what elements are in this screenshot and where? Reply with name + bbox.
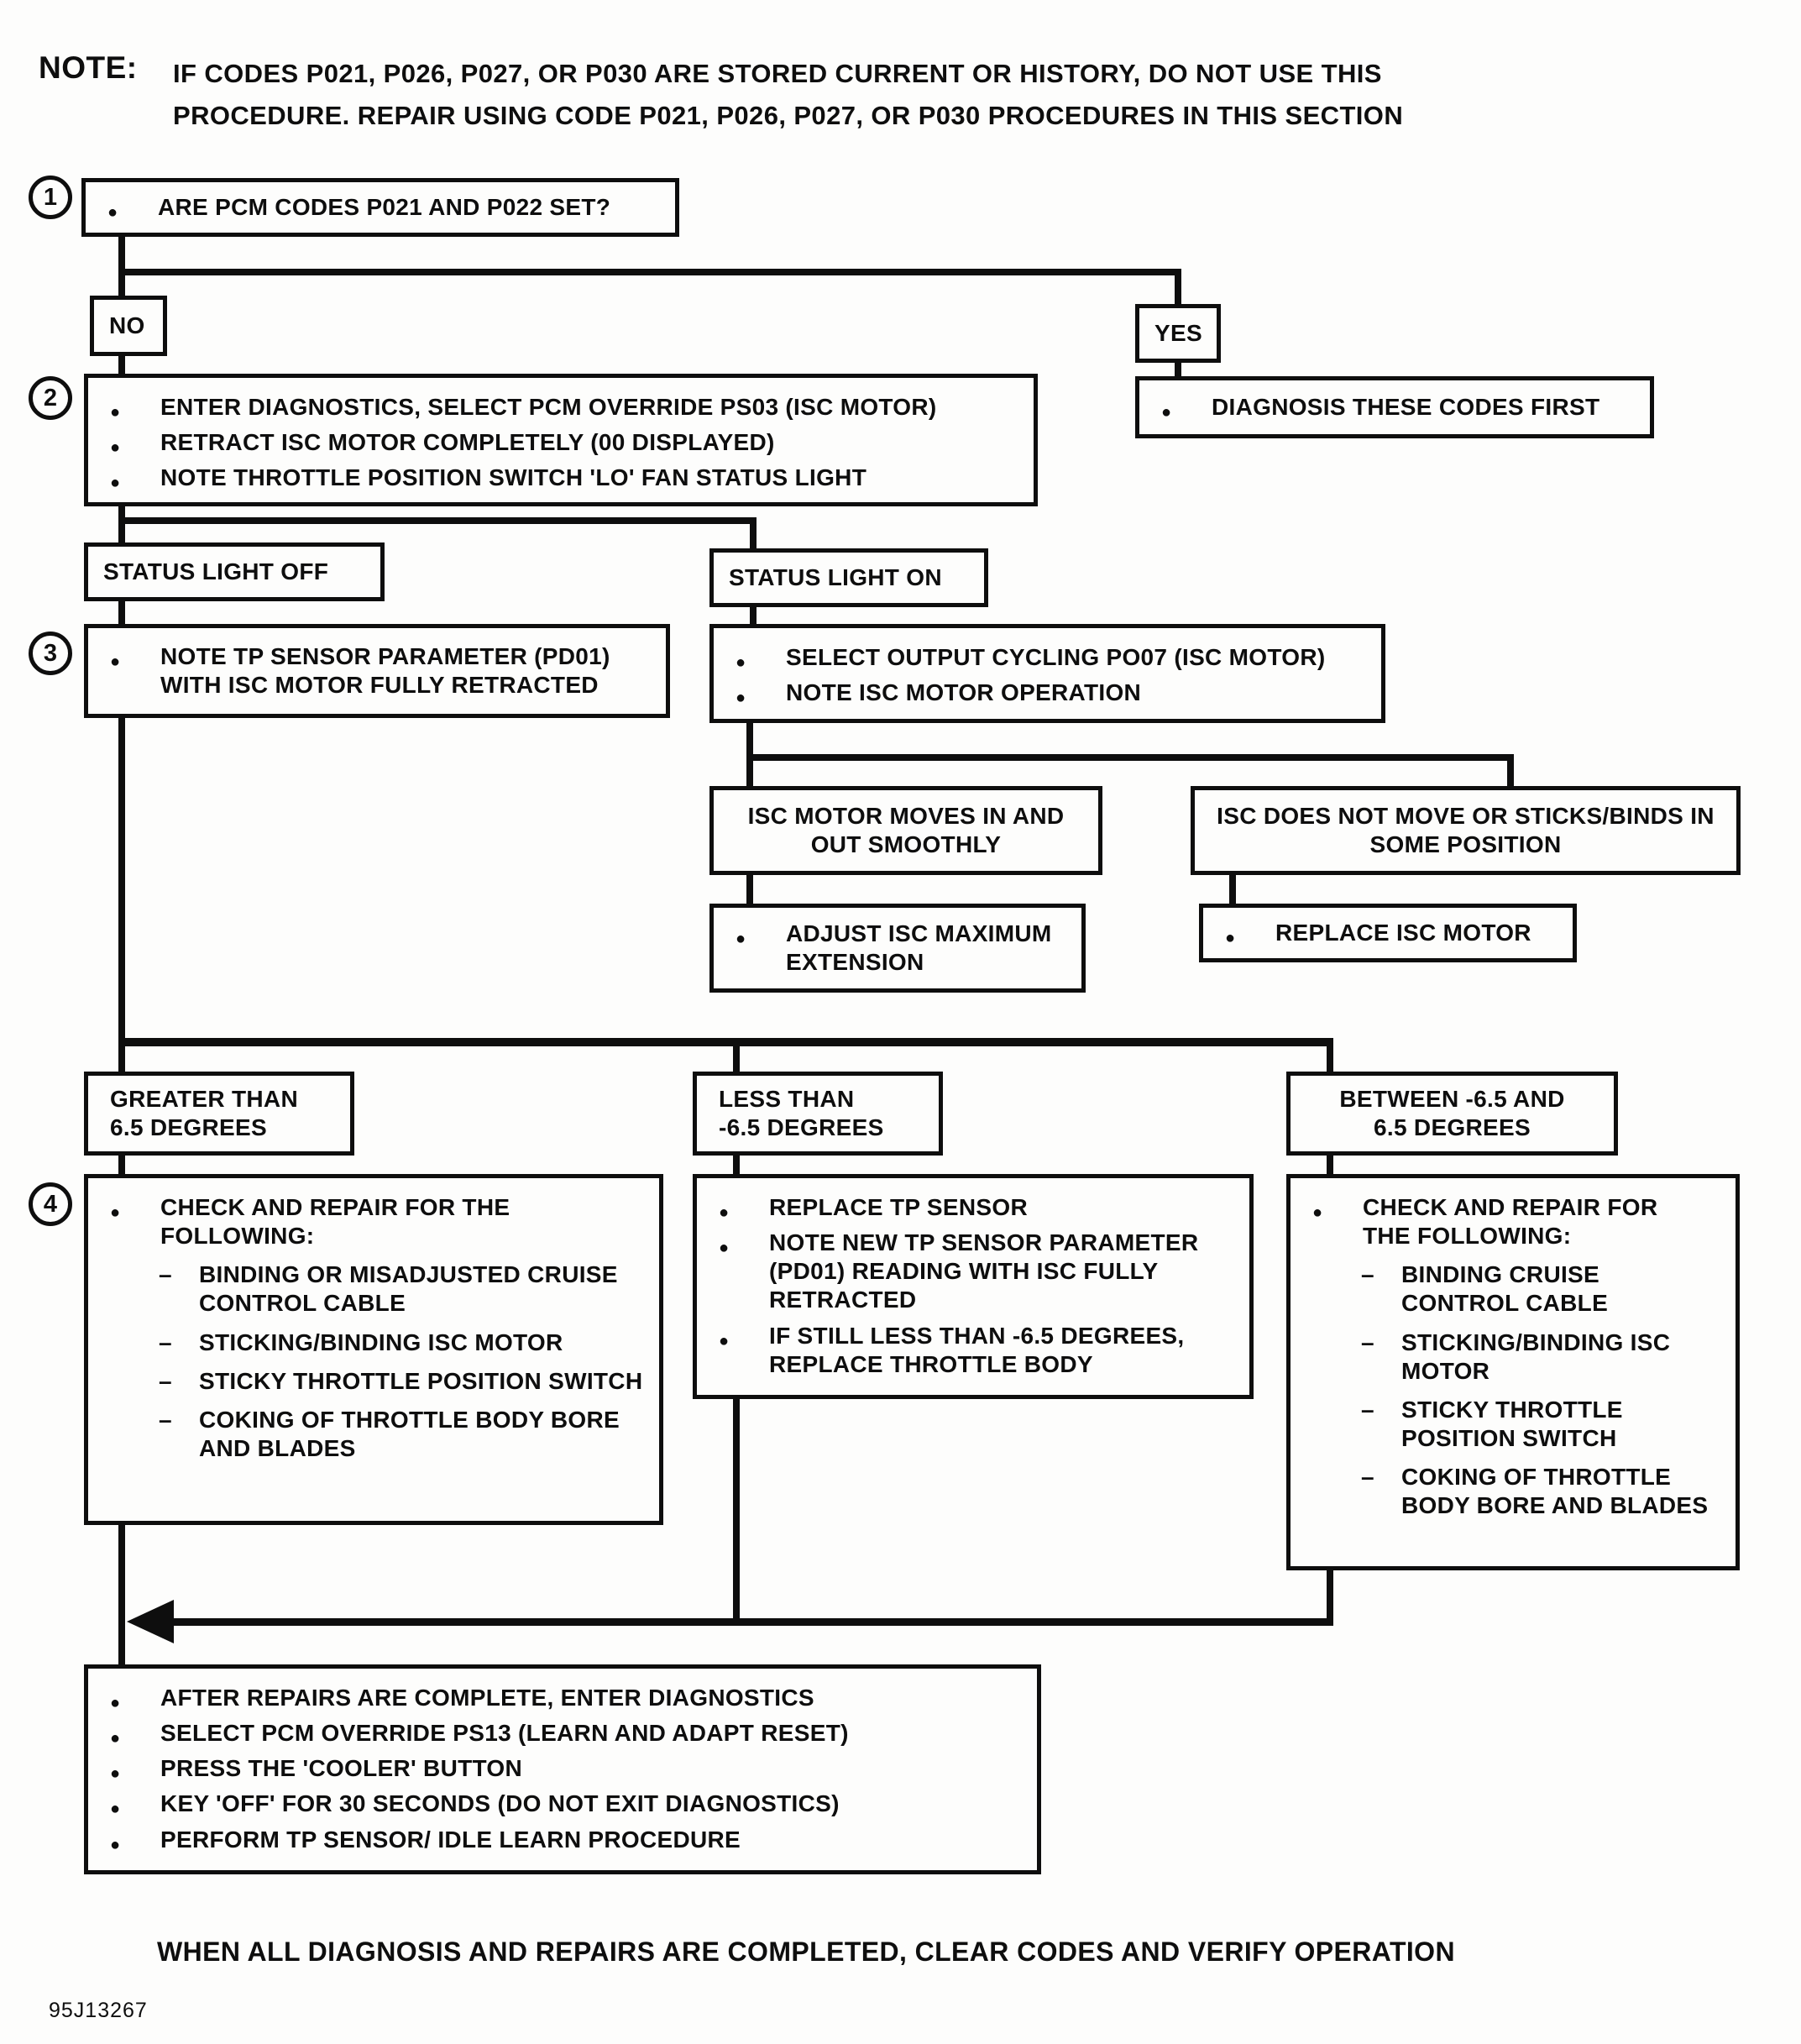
final-item-5: PERFORM TP SENSOR/ IDLE LEARN PROCEDURE	[160, 1826, 741, 1853]
bullet-item	[110, 1826, 1022, 1854]
step-2-marker	[29, 376, 72, 420]
bullet-item	[110, 393, 1018, 422]
step-number: 3	[43, 639, 58, 667]
flow-box-replace-motor	[1199, 904, 1577, 962]
connector-status-on-drop	[750, 517, 757, 552]
bullet-item	[1161, 393, 1635, 422]
connector-branch-status	[118, 517, 757, 524]
replace-tp-item-2: NOTE NEW TP SENSOR PARAMETER (PD01) READING WITH ISC FULLY RETRACTED	[769, 1229, 1199, 1313]
bullet-icon	[1225, 919, 1275, 947]
bullet-icon	[110, 1826, 160, 1854]
flow-box-step2	[84, 374, 1038, 506]
flow-box-diagnose-first	[1135, 376, 1654, 438]
step-1-marker	[29, 176, 72, 219]
flow-box-less	[693, 1072, 943, 1156]
flow-box-step4-left	[84, 1174, 663, 1525]
replace-tp-item-1: REPLACE TP SENSOR	[769, 1194, 1028, 1220]
dash-icon	[1361, 1396, 1401, 1424]
sticks-binds-label: ISC DOES NOT MOVE OR STICKS/BINDS IN SOME POSITION	[1217, 802, 1715, 857]
final-item-4: KEY 'OFF' FOR 30 SECONDS (DO NOT EXIT DIAGNOSTICS)	[160, 1790, 840, 1817]
cycling-item-1: SELECT OUTPUT CYCLING PO07 (ISC MOTOR)	[786, 644, 1326, 670]
step4-right-item-2: STICKING/BINDING ISC MOTOR	[1401, 1329, 1671, 1384]
flow-box-no	[90, 296, 167, 356]
bullet-icon	[107, 193, 158, 222]
bullet-icon	[110, 1684, 160, 1712]
yes-label: YES	[1154, 319, 1202, 346]
replace-tp-item-3: IF STILL LESS THAN -6.5 DEGREES, REPLACE THROTTLE BODY	[769, 1322, 1185, 1377]
between-line-2: 6.5 DEGREES	[1374, 1114, 1531, 1140]
q1-text: ARE PCM CODES P021 AND P022 SET?	[158, 193, 611, 220]
bullet-item	[736, 920, 1066, 977]
step-3-marker	[29, 632, 72, 675]
connector-no-to-step2	[118, 353, 125, 376]
connector-moves-to-adjust	[746, 873, 753, 907]
dash-item	[159, 1367, 644, 1396]
bullet-icon	[736, 643, 786, 672]
dash-icon	[159, 1329, 199, 1357]
note-line-2: PROCEDURE. REPAIR USING CODE P021, P026, P027, OR P030 PROCEDURES IN THIS SECTION	[173, 101, 1404, 131]
connector-left-to-final	[118, 1522, 125, 1668]
adjust-extension-text: ADJUST ISC MAXIMUM EXTENSION	[786, 920, 1052, 975]
dash-item	[1361, 1463, 1712, 1520]
footer-text: WHEN ALL DIAGNOSIS AND REPAIRS ARE COMPLETED, CLEAR CODES AND VERIFY OPERATION	[157, 1937, 1455, 1967]
final-item-3: PRESS THE 'COOLER' BUTTON	[160, 1755, 522, 1782]
bullet-icon	[110, 1193, 160, 1222]
bullet-item	[110, 642, 651, 700]
dash-icon	[1361, 1260, 1401, 1289]
connector-less-drop	[733, 1045, 740, 1075]
status-off-label: STATUS LIGHT OFF	[103, 558, 329, 584]
flow-box-step4-right	[1286, 1174, 1740, 1570]
connector-branch-iscmotor	[746, 754, 1514, 761]
bullet-item	[110, 1193, 644, 1250]
flow-box-status-off	[84, 542, 385, 601]
connector-sticks-to-replace	[1229, 873, 1236, 907]
step4-right-item-3: STICKY THROTTLE POSITION SWITCH	[1401, 1396, 1623, 1452]
bullet-icon	[110, 642, 160, 671]
step2-item-2: RETRACT ISC MOTOR COMPLETELY (00 DISPLAYED)	[160, 429, 775, 456]
dash-item	[159, 1260, 644, 1318]
note-block	[39, 50, 1403, 137]
flow-box-status-on	[709, 548, 988, 607]
step-number: 2	[43, 384, 58, 411]
bullet-item	[110, 1754, 1022, 1783]
flow-box-adjust-extension	[709, 904, 1086, 993]
document-id: 95J13267	[49, 1999, 148, 2022]
step4-right-item-4: COKING OF THROTTLE BODY BORE AND BLADES	[1401, 1464, 1709, 1519]
connector-yes-drop	[1175, 269, 1181, 307]
bullet-item	[110, 1790, 1022, 1818]
final-item-1: AFTER REPAIRS ARE COMPLETE, ENTER DIAGNOSTICS	[160, 1685, 814, 1711]
note-line-1: IF CODES P021, P026, P027, OR P030 ARE STORED CURRENT OR HISTORY, DO NOT USE THIS	[173, 59, 1382, 88]
dash-item	[159, 1406, 644, 1463]
step2-item-3: NOTE THROTTLE POSITION SWITCH 'LO' FAN STATUS LIGHT	[160, 464, 867, 491]
flow-box-between	[1286, 1072, 1618, 1156]
bullet-icon	[736, 679, 786, 707]
bullet-item	[736, 679, 1366, 707]
flow-box-sticks-binds	[1191, 786, 1741, 875]
connector-step3-spine	[118, 716, 125, 1076]
step4-right-head: CHECK AND REPAIR FOR THE FOLLOWING:	[1363, 1194, 1658, 1250]
step-number: 4	[43, 1190, 58, 1218]
bullet-icon	[110, 1719, 160, 1748]
no-label: NO	[109, 312, 145, 338]
step4-right-item-1: BINDING CRUISE CONTROL CABLE	[1401, 1261, 1609, 1317]
bullet-item	[110, 1719, 1022, 1748]
arrowhead-left-icon	[127, 1600, 174, 1643]
bullet-item	[1312, 1193, 1712, 1250]
diagnose-first-text: DIAGNOSIS THESE CODES FIRST	[1212, 393, 1600, 420]
dash-item	[1361, 1396, 1712, 1453]
bullet-icon	[719, 1322, 769, 1350]
connector-branch-degrees	[118, 1038, 1333, 1046]
connector-step2-down	[118, 504, 125, 546]
bullet-icon	[110, 393, 160, 422]
bullet-icon	[110, 1790, 160, 1818]
dash-icon	[159, 1406, 199, 1434]
greater-line-2: 6.5 DEGREES	[110, 1114, 267, 1140]
dash-icon	[1361, 1329, 1401, 1357]
bullet-icon	[719, 1229, 769, 1257]
connector-converge	[169, 1618, 1333, 1626]
step-number: 1	[43, 183, 58, 211]
bullet-icon	[110, 464, 160, 492]
note-text	[173, 50, 1403, 137]
flow-box-yes	[1135, 304, 1221, 363]
bullet-item	[1225, 919, 1558, 947]
flow-box-step3	[84, 624, 670, 718]
bullet-item	[110, 428, 1018, 457]
dash-icon	[159, 1367, 199, 1396]
bullet-item	[719, 1193, 1234, 1222]
bullet-item	[107, 193, 660, 222]
less-line-1: LESS THAN	[719, 1085, 855, 1112]
flow-box-greater	[84, 1072, 354, 1156]
connector-mid-to-converge	[733, 1396, 740, 1626]
bullet-item	[736, 643, 1366, 672]
bullet-item	[719, 1229, 1234, 1314]
step4-left-item-1: BINDING OR MISADJUSTED CRUISE CONTROL CABLE	[199, 1261, 618, 1317]
cycling-item-2: NOTE ISC MOTOR OPERATION	[786, 679, 1142, 706]
dash-icon	[159, 1260, 199, 1289]
replace-motor-text: REPLACE ISC MOTOR	[1275, 919, 1531, 946]
note-label: NOTE:	[39, 50, 138, 85]
connector-q1-down	[118, 235, 125, 299]
bullet-icon	[719, 1193, 769, 1222]
step4-left-item-4: COKING OF THROTTLE BODY BORE AND BLADES	[199, 1406, 620, 1462]
step2-item-1: ENTER DIAGNOSTICS, SELECT PCM OVERRIDE PS03 (ISC MOTOR)	[160, 394, 937, 420]
less-line-2: -6.5 DEGREES	[719, 1114, 884, 1140]
bullet-icon	[110, 1754, 160, 1783]
between-line-1: BETWEEN -6.5 AND	[1339, 1085, 1565, 1112]
dash-item	[1361, 1260, 1712, 1318]
step4-left-head: CHECK AND REPAIR FOR THE FOLLOWING:	[160, 1194, 510, 1250]
bullet-item	[110, 464, 1018, 492]
flow-box-q1	[81, 178, 679, 237]
connector-between-drop	[1327, 1045, 1333, 1075]
bullet-icon	[110, 428, 160, 457]
bullet-item	[719, 1322, 1234, 1379]
greater-line-1: GREATER THAN	[110, 1085, 298, 1112]
status-on-label: STATUS LIGHT ON	[729, 563, 942, 590]
moves-smoothly-label: ISC MOTOR MOVES IN AND OUT SMOOTHLY	[747, 802, 1065, 857]
final-item-2: SELECT PCM OVERRIDE PS13 (LEARN AND ADAPT RESET)	[160, 1720, 849, 1747]
flow-box-replace-tp	[693, 1174, 1254, 1399]
dash-item	[159, 1329, 644, 1357]
connector-sticks-drop	[1507, 754, 1514, 789]
dash-item	[1361, 1329, 1712, 1386]
bullet-icon	[1312, 1193, 1363, 1222]
step3-text: NOTE TP SENSOR PARAMETER (PD01) WITH ISC MOTOR FULLY RETRACTED	[160, 642, 610, 698]
bullet-item	[110, 1684, 1022, 1712]
bullet-icon	[1161, 393, 1212, 422]
connector-right-to-converge	[1327, 1567, 1333, 1626]
flow-box-moves-smoothly	[709, 786, 1102, 875]
step4-left-item-3: STICKY THROTTLE POSITION SWITCH	[199, 1367, 643, 1394]
connector-branch-yesno	[118, 269, 1181, 275]
step4-left-item-2: STICKING/BINDING ISC MOTOR	[199, 1329, 563, 1355]
step-4-marker	[29, 1182, 72, 1226]
bullet-icon	[736, 920, 786, 948]
dash-icon	[1361, 1463, 1401, 1491]
flow-box-final	[84, 1664, 1041, 1874]
flow-box-output-cycling	[709, 624, 1385, 723]
